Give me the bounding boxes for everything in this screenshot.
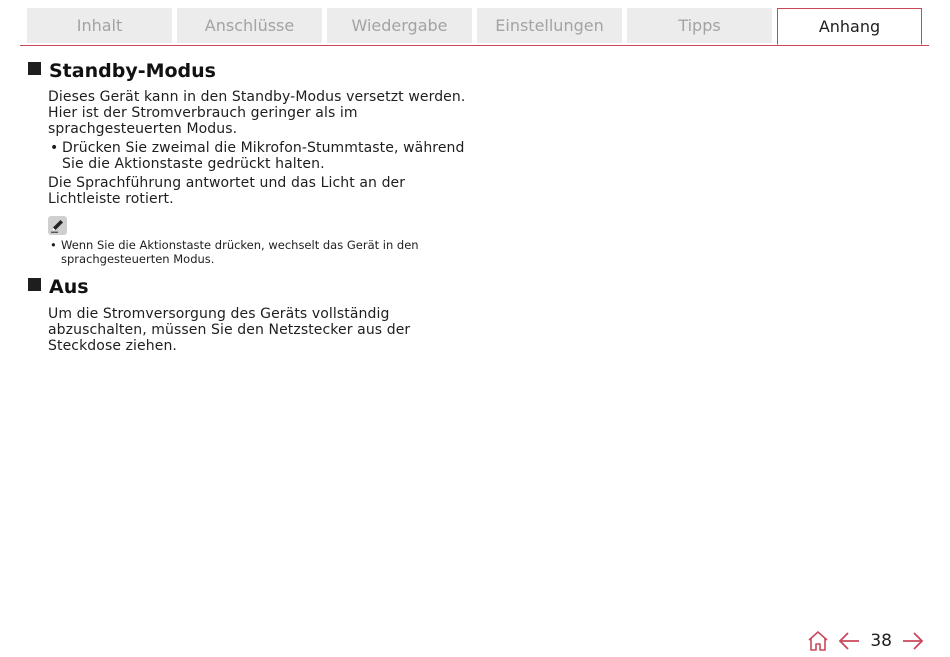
section-title-off: Aus: [49, 276, 89, 298]
off-body: [48, 306, 478, 354]
note-bullet: • Wenn Sie die Aktionstaste drücken, wechselt das Gerät in den sprachgesteuerten Modus.: [48, 238, 478, 266]
tab-inhalt[interactable]: Inhalt: [27, 8, 172, 43]
standby-note: [48, 238, 478, 266]
section-title-standby: Standby-Modus: [49, 60, 216, 82]
section-marker: [28, 278, 41, 291]
page-navigation: [807, 628, 924, 654]
section-off-heading: [28, 276, 89, 298]
tab-anschluesse[interactable]: Anschlüsse: [177, 8, 322, 43]
standby-intro: Dieses Gerät kann in den Standby-Modus versetzt werden. Hier ist der Stromverbrauch geringer als im sprachgesteuerten Modus.: [48, 89, 466, 137]
pencil-icon: [48, 216, 67, 235]
tab-wiedergabe[interactable]: Wiedergabe: [327, 8, 472, 43]
home-icon[interactable]: [807, 630, 829, 652]
section-marker: [28, 62, 41, 75]
arrow-left-icon[interactable]: [838, 630, 860, 652]
tab-bar: [20, 8, 929, 46]
tab-tipps[interactable]: Tipps: [627, 8, 772, 43]
section-standby-heading: [28, 60, 216, 82]
standby-outro: Die Sprachführung antwortet und das Licht an der Lichtleiste rotiert.: [48, 175, 406, 207]
page-number: 38: [870, 631, 892, 651]
off-text: Um die Stromversorgung des Geräts vollständig abzuschalten, müssen Sie den Netzstecker aus der Steckdose ziehen.: [48, 306, 411, 354]
tab-einstellungen[interactable]: Einstellungen: [477, 8, 622, 43]
standby-bullet: • Drücken Sie zweimal die Mikrofon-Stummtaste, während Sie die Aktionstaste gedrückt halten.: [48, 140, 478, 172]
standby-body: [48, 89, 478, 207]
arrow-right-icon[interactable]: [902, 630, 924, 652]
tab-anhang[interactable]: Anhang: [777, 8, 922, 45]
